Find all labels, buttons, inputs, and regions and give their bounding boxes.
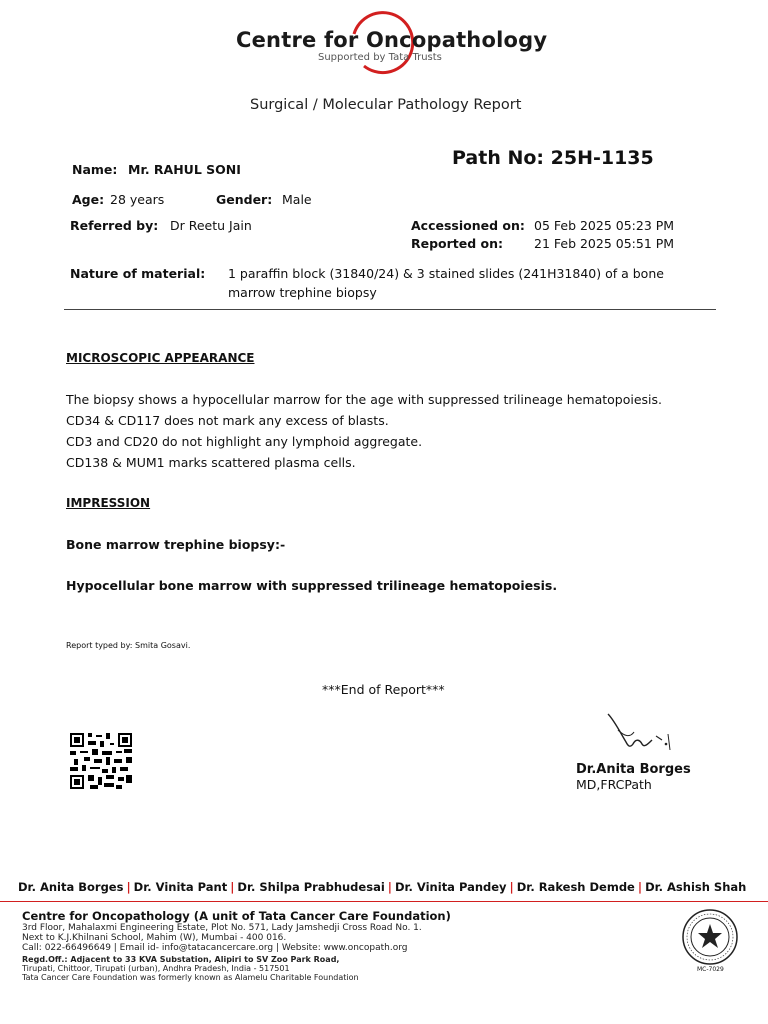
material-label: Nature of material: — [70, 266, 206, 281]
accessioned-label: Accessioned on: — [411, 218, 525, 233]
impression-heading: IMPRESSION — [66, 496, 151, 510]
end-of-report: ***End of Report*** — [322, 682, 445, 697]
footer-doctor: Dr. Anita Borges — [18, 880, 124, 894]
impression-site: Bone marrow trephine biopsy:- — [66, 537, 286, 552]
footer-separator: | — [126, 880, 131, 894]
signer-name: Dr.Anita Borges — [576, 762, 691, 777]
referred-value: Dr Reetu Jain — [170, 218, 252, 233]
footer-doctor: Dr. Vinita Pant — [133, 880, 228, 894]
age-label: Age: — [72, 192, 105, 207]
footer-regd-3: Tata Cancer Care Foundation was formerly known as Alamelu Charitable Foundation — [22, 973, 359, 982]
name-value: Mr. RAHUL SONI — [128, 162, 241, 177]
footer-doctors — [0, 880, 768, 898]
microscopic-line: CD34 & CD117 does not mark any excess of blasts. — [66, 413, 389, 428]
referred-label: Referred by: — [70, 218, 159, 233]
signature-icon — [600, 710, 678, 758]
material-line-2: marrow trephine biopsy — [228, 285, 377, 300]
microscopic-line: The biopsy shows a hypocellular marrow for the age with suppressed trilineage hematopoiesis. — [66, 392, 662, 407]
org-subtitle: Supported by Tata Trusts — [318, 52, 442, 63]
footer-address-2: Next to K.J.Khilnani School, Mahim (W), Mumbai - 400 016. — [22, 933, 287, 943]
microscopic-line: CD3 and CD20 do not highlight any lymphoid aggregate. — [66, 434, 423, 449]
impression-diagnosis: Hypocellular bone marrow with suppressed trilineage hematopoiesis. — [66, 578, 558, 593]
footer-regd-2: Tirupati, Chittoor, Tirupati (urban), Andhra Pradesh, India - 517501 — [22, 964, 290, 973]
path-number: Path No: 25H-1135 — [452, 147, 654, 169]
reported-label: Reported on: — [411, 236, 504, 251]
footer-separator: | — [230, 880, 235, 894]
reported-value: 21 Feb 2025 05:51 PM — [534, 236, 675, 251]
footer-org: Centre for Oncopathology (A unit of Tata Cancer Care Foundation) — [22, 909, 451, 923]
footer-regd-1: Regd.Off.: Adjacent to 33 KVA Substation, Alipiri to SV Zoo Park Road, — [22, 955, 340, 964]
footer-address-1: 3rd Floor, Mahalaxmi Engineering Estate, Plot No. 571, Lady Jamshedji Cross Road No. 1. — [22, 923, 422, 933]
gender-value: Male — [282, 192, 312, 207]
seal-code: MC-7029 — [697, 966, 724, 973]
footer-contact: Call: 022-66496649 | Email id- info@tatacancercare.org | Website: www.oncopath.org — [22, 943, 408, 953]
report-title: Surgical / Molecular Pathology Report — [250, 97, 522, 113]
gender-label: Gender: — [216, 192, 273, 207]
footer-doctor: Dr. Shilpa Prabhudesai — [237, 880, 385, 894]
footer-separator: | — [509, 880, 514, 894]
typed-by: Report typed by: Smita Gosavi. — [66, 641, 191, 650]
org-name: Centre for Oncopathology — [236, 28, 548, 52]
header-divider — [64, 309, 716, 310]
qr-code-icon — [70, 733, 132, 789]
accessioned-value: 05 Feb 2025 05:23 PM — [534, 218, 675, 233]
footer-divider — [0, 901, 768, 902]
footer-separator: | — [637, 880, 643, 894]
footer-doctor: Dr. Ashish Shah — [645, 880, 747, 894]
footer-separator: | — [387, 880, 392, 894]
name-label: Name: — [72, 162, 118, 177]
age-value: 28 years — [110, 192, 165, 207]
microscopic-heading: MICROSCOPIC APPEARANCE — [66, 351, 255, 365]
footer-doctor: Dr. Vinita Pandey — [394, 880, 507, 894]
signer-qualification: MD,FRCPath — [576, 777, 652, 792]
accreditation-seal-icon — [680, 907, 740, 967]
microscopic-line: CD138 & MUM1 marks scattered plasma cells. — [66, 455, 356, 470]
footer-doctor: Dr. Rakesh Demde — [516, 880, 635, 894]
material-line-1: 1 paraffin block (31840/24) & 3 stained slides (241H31840) of a bone — [228, 266, 664, 281]
